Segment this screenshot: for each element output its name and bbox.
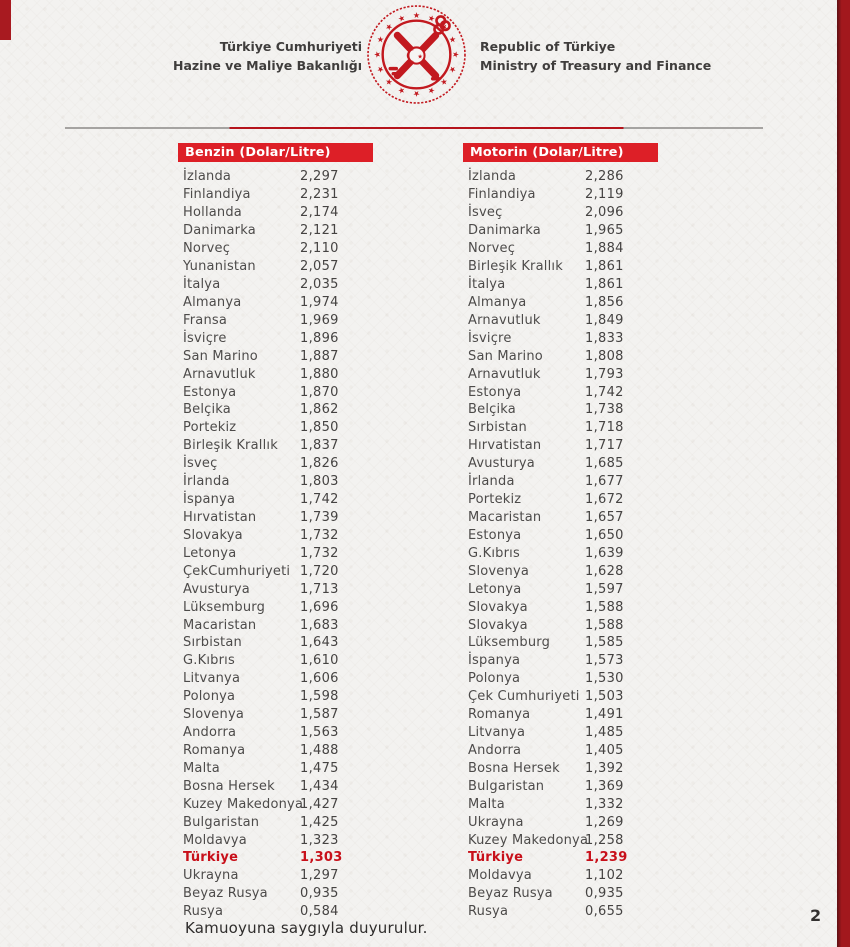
table-row <box>183 634 361 652</box>
table-row <box>468 795 646 813</box>
table-row <box>183 724 361 742</box>
country-name: Estonya <box>468 384 522 400</box>
country-name: Türkiye <box>468 850 524 866</box>
country-name: Türkiye <box>183 850 239 866</box>
table-row <box>468 813 646 831</box>
price-value: 2,121 <box>300 223 339 239</box>
price-value: 1,563 <box>300 725 339 741</box>
header-divider-line <box>65 127 763 129</box>
price-value: 1,861 <box>585 259 624 275</box>
price-value: 1,732 <box>300 527 339 543</box>
price-value: 1,887 <box>300 348 339 364</box>
price-value: 1,488 <box>300 742 339 758</box>
country-name: Estonya <box>468 527 522 543</box>
country-name: Finlandiya <box>468 187 536 203</box>
country-name: Polonya <box>183 689 236 705</box>
table-row <box>183 544 361 562</box>
table-row <box>468 670 646 688</box>
country-name: Rusya <box>183 904 224 920</box>
price-value: 1,826 <box>300 456 339 472</box>
svg-text:★: ★ <box>372 50 383 59</box>
price-value: 1,685 <box>585 456 624 472</box>
price-value: 1,585 <box>585 635 624 651</box>
table-row <box>468 240 646 258</box>
table-row <box>468 688 646 706</box>
table-row <box>183 742 361 760</box>
country-name: Slovakya <box>183 527 243 543</box>
price-value: 1,793 <box>585 366 624 382</box>
country-name: Portekiz <box>183 420 237 436</box>
price-value: 1,587 <box>300 707 339 723</box>
country-name: İspanya <box>468 653 521 669</box>
table-row <box>468 562 646 580</box>
price-value: 1,425 <box>300 814 339 830</box>
benzin-price-table <box>178 143 378 921</box>
table-row <box>468 311 646 329</box>
svg-text:★: ★ <box>417 53 423 61</box>
table-row <box>468 885 646 903</box>
country-name: Kuzey Makedonya <box>183 796 304 812</box>
table-row <box>468 598 646 616</box>
country-name: Bulgaristan <box>468 778 545 794</box>
table-row <box>468 258 646 276</box>
price-value: 1,713 <box>300 581 339 597</box>
svg-text:★: ★ <box>382 76 395 89</box>
price-value: 1,650 <box>585 527 624 543</box>
country-name: Sırbistan <box>468 420 527 436</box>
motorin-price-table <box>463 143 663 921</box>
country-name: Avusturya <box>468 456 535 472</box>
table-row <box>468 491 646 509</box>
country-name: Hollanda <box>183 205 242 221</box>
country-name: Polonya <box>468 671 521 687</box>
price-value: 1,503 <box>585 689 624 705</box>
price-value: 1,833 <box>585 330 624 346</box>
price-value: 1,861 <box>585 276 624 292</box>
benzin-table-rows <box>183 168 361 921</box>
price-value: 2,110 <box>300 241 339 257</box>
price-value: 1,485 <box>585 725 624 741</box>
country-name: Fransa <box>183 312 228 328</box>
price-value: 1,606 <box>300 671 339 687</box>
svg-text:★: ★ <box>412 88 421 99</box>
price-value: 1,696 <box>300 599 339 615</box>
table-row <box>468 544 646 562</box>
price-value: 1,870 <box>300 384 339 400</box>
country-name: Romanya <box>468 707 531 723</box>
svg-text:★: ★ <box>446 34 459 45</box>
country-name: Ukrayna <box>183 868 239 884</box>
price-value: 1,297 <box>300 868 339 884</box>
country-name: Norveç <box>468 241 516 257</box>
price-value: 1,732 <box>300 545 339 561</box>
price-value: 1,323 <box>300 832 339 848</box>
country-name: Andorra <box>468 742 522 758</box>
price-value: 1,803 <box>300 474 339 490</box>
price-value: 2,231 <box>300 187 339 203</box>
table-row <box>183 580 361 598</box>
country-name: İspanya <box>183 492 236 508</box>
table-row <box>183 562 361 580</box>
country-name: G.Kıbrıs <box>468 545 520 561</box>
country-name: Danimarka <box>183 223 256 239</box>
table-row <box>183 759 361 777</box>
table-row <box>183 222 361 240</box>
country-name: Ukrayna <box>468 814 524 830</box>
svg-text:★: ★ <box>450 50 461 59</box>
price-value: 0,935 <box>585 886 624 902</box>
price-value: 1,896 <box>300 330 339 346</box>
price-value: 1,269 <box>585 814 624 830</box>
table-row <box>183 204 361 222</box>
price-value: 1,598 <box>300 689 339 705</box>
table-row <box>183 526 361 544</box>
country-name: İsveç <box>183 456 218 472</box>
price-value: 2,286 <box>585 169 624 185</box>
country-name: Belçika <box>468 402 516 418</box>
country-name: Letonya <box>468 581 522 597</box>
header-left-line1: Türkiye Cumhuriyeti <box>219 39 362 54</box>
country-name: Finlandiya <box>183 187 251 203</box>
country-name: Slovakya <box>468 617 528 633</box>
table-row <box>183 240 361 258</box>
table-row <box>183 885 361 903</box>
table-row <box>468 401 646 419</box>
svg-text:★: ★ <box>396 12 407 25</box>
country-name: Avusturya <box>183 581 250 597</box>
table-row <box>468 419 646 437</box>
table-row <box>468 831 646 849</box>
footer-note: Kamuoyuna saygıyla duyurulur. <box>185 919 428 937</box>
table-row <box>468 329 646 347</box>
country-name: Almanya <box>183 294 242 310</box>
table-row <box>183 455 361 473</box>
price-value: 1,588 <box>585 617 624 633</box>
country-name: Malta <box>468 796 505 812</box>
country-name: Slovenya <box>468 563 530 579</box>
price-value: 1,856 <box>585 294 624 310</box>
price-value: 1,884 <box>585 241 624 257</box>
price-value: 1,739 <box>300 509 339 525</box>
table-row <box>183 329 361 347</box>
price-value: 1,239 <box>585 850 628 866</box>
country-name: ÇekCumhuriyeti <box>183 563 291 579</box>
country-name: Litvanya <box>468 725 526 741</box>
svg-text:★: ★ <box>396 84 407 97</box>
price-value: 1,610 <box>300 653 339 669</box>
country-name: Lüksemburg <box>183 599 266 615</box>
table-row <box>183 813 361 831</box>
table-row <box>468 473 646 491</box>
price-value: 1,718 <box>585 420 624 436</box>
table-row <box>183 867 361 885</box>
price-value: 1,597 <box>585 581 624 597</box>
table-row <box>183 473 361 491</box>
table-row <box>183 383 361 401</box>
price-value: 2,297 <box>300 169 339 185</box>
price-value: 1,491 <box>585 707 624 723</box>
country-name: Kuzey Makedonya <box>468 832 589 848</box>
price-value: 1,965 <box>585 223 624 239</box>
table-row <box>468 455 646 473</box>
table-row <box>183 311 361 329</box>
table-row <box>468 383 646 401</box>
price-value: 1,434 <box>300 778 339 794</box>
price-value: 1,808 <box>585 348 624 364</box>
price-value: 1,850 <box>300 420 339 436</box>
country-name: Moldavya <box>183 832 247 848</box>
price-value: 1,369 <box>585 778 624 794</box>
table-row <box>468 509 646 527</box>
table-row <box>468 849 646 867</box>
country-name: İzlanda <box>468 169 517 185</box>
price-value: 0,655 <box>585 904 624 920</box>
price-value: 1,628 <box>585 563 624 579</box>
table-row <box>468 204 646 222</box>
price-value: 1,742 <box>300 492 339 508</box>
price-value: 1,258 <box>585 832 624 848</box>
country-name: İsviçre <box>183 330 227 346</box>
table-row <box>183 347 361 365</box>
table-row <box>468 903 646 921</box>
country-name: Macaristan <box>468 509 542 525</box>
table-row <box>183 276 361 294</box>
country-name: Almanya <box>468 294 527 310</box>
country-name: Andorra <box>183 725 237 741</box>
country-name: Rusya <box>468 904 509 920</box>
country-name: Litvanya <box>183 671 241 687</box>
table-row <box>183 491 361 509</box>
country-name: Norveç <box>183 241 231 257</box>
country-name: Hırvatistan <box>183 509 257 525</box>
country-name: Arnavutluk <box>468 312 541 328</box>
table-row <box>468 652 646 670</box>
country-name: San Marino <box>468 348 543 364</box>
country-name: İsveç <box>468 205 503 221</box>
svg-text:★: ★ <box>412 10 421 21</box>
country-name: Sırbistan <box>183 635 242 651</box>
top-left-red-block <box>0 0 11 40</box>
table-row <box>468 347 646 365</box>
price-value: 1,969 <box>300 312 339 328</box>
price-value: 1,427 <box>300 796 339 812</box>
table-row <box>468 706 646 724</box>
header-right-line1: Republic of Türkiye <box>480 39 616 54</box>
table-row <box>183 688 361 706</box>
table-row <box>468 580 646 598</box>
svg-text:★: ★ <box>382 20 395 33</box>
motorin-table-rows <box>468 168 646 921</box>
table-row <box>183 258 361 276</box>
country-name: Slovakya <box>468 599 528 615</box>
country-name: Letonya <box>183 545 237 561</box>
ministry-seal-icon <box>366 4 467 105</box>
table-row <box>468 186 646 204</box>
svg-text:★: ★ <box>438 76 451 89</box>
price-value: 1,720 <box>300 563 339 579</box>
price-value: 1,405 <box>585 742 624 758</box>
price-value: 2,119 <box>585 187 624 203</box>
price-value: 1,849 <box>585 312 624 328</box>
header-left-line2: Hazine ve Maliye Bakanlığı <box>173 58 362 73</box>
country-name: Arnavutluk <box>183 366 256 382</box>
table-row <box>468 365 646 383</box>
svg-text:★: ★ <box>374 64 387 75</box>
country-name: Romanya <box>183 742 246 758</box>
country-name: Beyaz Rusya <box>183 886 268 902</box>
table-row <box>183 849 361 867</box>
country-name: Estonya <box>183 384 237 400</box>
table-row <box>468 867 646 885</box>
page-number: 2 <box>810 906 822 925</box>
table-row <box>468 616 646 634</box>
price-value: 2,174 <box>300 205 339 221</box>
country-name: Çek Cumhuriyeti <box>468 689 580 705</box>
price-value: 1,672 <box>585 492 624 508</box>
table-row <box>183 831 361 849</box>
table-row <box>183 168 361 186</box>
country-name: G.Kıbrıs <box>183 653 235 669</box>
svg-text:★: ★ <box>438 20 451 33</box>
country-name: Birleşik Krallık <box>468 259 563 275</box>
table-row <box>468 437 646 455</box>
table-row <box>468 293 646 311</box>
table-row <box>468 742 646 760</box>
table-row <box>183 670 361 688</box>
country-name: San Marino <box>183 348 258 364</box>
price-value: 1,303 <box>300 850 343 866</box>
table-row <box>468 222 646 240</box>
price-value: 1,392 <box>585 760 624 776</box>
table-row <box>468 526 646 544</box>
country-name: Bulgaristan <box>183 814 260 830</box>
price-value: 1,862 <box>300 402 339 418</box>
table-row <box>468 724 646 742</box>
price-value: 1,657 <box>585 509 624 525</box>
header-right-line2: Ministry of Treasury and Finance <box>480 58 712 73</box>
price-value: 0,584 <box>300 904 339 920</box>
table-row <box>468 168 646 186</box>
country-name: Yunanistan <box>183 259 256 275</box>
country-name: Slovenya <box>183 707 245 723</box>
header-title-english <box>480 37 740 75</box>
table-row <box>183 401 361 419</box>
price-value: 1,974 <box>300 294 339 310</box>
motorin-table-header: Motorin (Dolar/Litre) <box>463 143 658 162</box>
header-title-turkish <box>170 37 362 75</box>
price-value: 0,935 <box>300 886 339 902</box>
price-value: 1,530 <box>585 671 624 687</box>
svg-text:★: ★ <box>426 84 437 97</box>
table-row <box>183 186 361 204</box>
country-name: Belçika <box>183 402 231 418</box>
table-row <box>183 509 361 527</box>
benzin-table-header: Benzin (Dolar/Litre) <box>178 143 373 162</box>
country-name: Danimarka <box>468 223 541 239</box>
price-value: 1,677 <box>585 474 624 490</box>
table-row <box>468 777 646 795</box>
table-row <box>468 759 646 777</box>
price-value: 2,057 <box>300 259 339 275</box>
country-name: İtalya <box>183 276 221 292</box>
price-value: 2,096 <box>585 205 624 221</box>
price-value: 1,332 <box>585 796 624 812</box>
country-name: Bosna Hersek <box>468 760 560 776</box>
right-red-strip <box>837 0 850 947</box>
country-name: Hırvatistan <box>468 438 542 454</box>
price-value: 1,742 <box>585 384 624 400</box>
country-name: Lüksemburg <box>468 635 551 651</box>
table-row <box>183 777 361 795</box>
country-name: İsviçre <box>468 330 512 346</box>
table-row <box>183 419 361 437</box>
price-value: 1,573 <box>585 653 624 669</box>
table-row <box>468 634 646 652</box>
price-value: 2,035 <box>300 276 339 292</box>
country-name: Bosna Hersek <box>183 778 275 794</box>
price-value: 1,639 <box>585 545 624 561</box>
svg-text:★: ★ <box>446 64 459 75</box>
table-row <box>183 795 361 813</box>
table-row <box>183 652 361 670</box>
table-row <box>183 706 361 724</box>
price-value: 1,102 <box>585 868 624 884</box>
table-row <box>183 437 361 455</box>
country-name: İrlanda <box>183 474 230 490</box>
country-name: Moldavya <box>468 868 532 884</box>
country-name: İzlanda <box>183 169 232 185</box>
price-value: 1,717 <box>585 438 624 454</box>
country-name: Beyaz Rusya <box>468 886 553 902</box>
table-row <box>183 616 361 634</box>
svg-text:★: ★ <box>426 12 437 25</box>
price-value: 1,738 <box>585 402 624 418</box>
table-row <box>183 293 361 311</box>
country-name: İtalya <box>468 276 506 292</box>
price-value: 1,643 <box>300 635 339 651</box>
price-value: 1,880 <box>300 366 339 382</box>
country-name: Portekiz <box>468 492 522 508</box>
price-value: 1,683 <box>300 617 339 633</box>
svg-text:★: ★ <box>374 34 387 45</box>
country-name: Malta <box>183 760 220 776</box>
country-name: Birleşik Krallık <box>183 438 278 454</box>
table-row <box>468 276 646 294</box>
price-value: 1,588 <box>585 599 624 615</box>
country-name: İrlanda <box>468 474 515 490</box>
table-row <box>183 365 361 383</box>
price-value: 1,475 <box>300 760 339 776</box>
country-name: Arnavutluk <box>468 366 541 382</box>
country-name: Macaristan <box>183 617 257 633</box>
price-value: 1,837 <box>300 438 339 454</box>
table-row <box>183 598 361 616</box>
